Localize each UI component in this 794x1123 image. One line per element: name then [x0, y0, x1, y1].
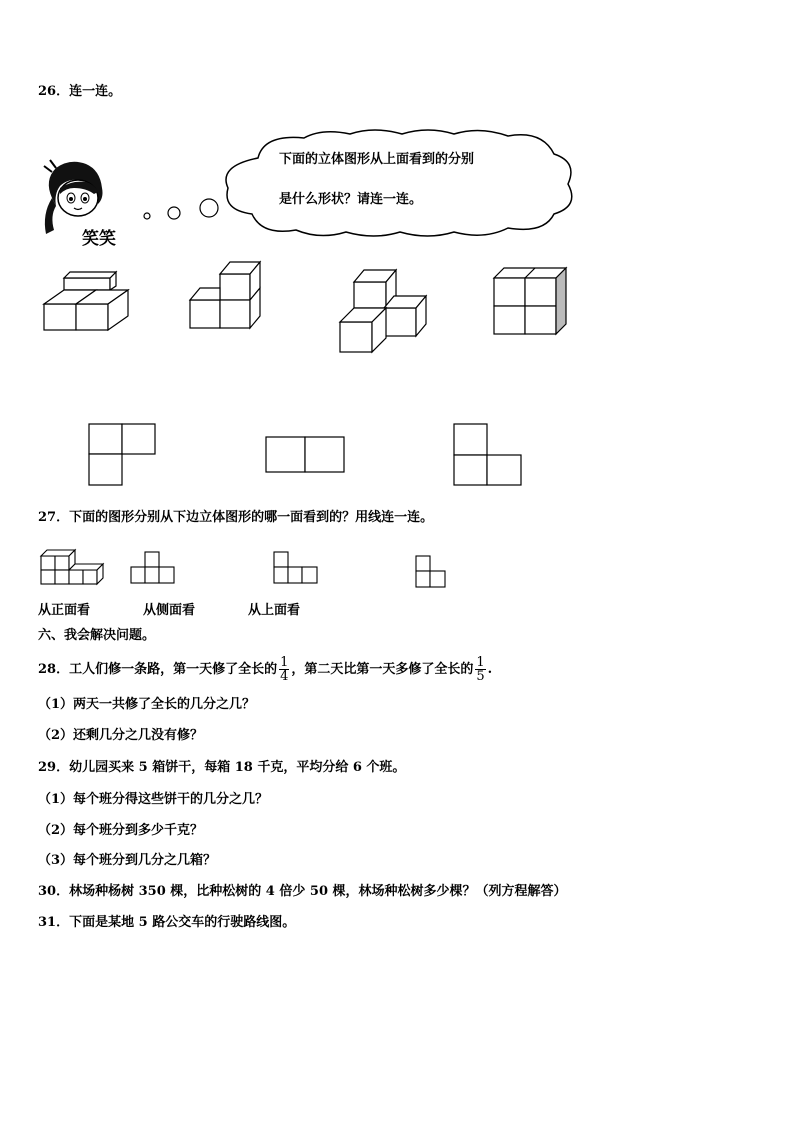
- q29-title: 29．幼儿园买来 5 箱饼干，每箱 18 千克，平均分给 6 个班。: [38, 760, 406, 775]
- q27-label-front: 从正面看: [38, 603, 91, 618]
- q27-title: 27．下面的图形分别从下边立体图形的哪一面看到的？用线连一连。: [38, 510, 434, 525]
- thought-bubbles: [140, 195, 220, 225]
- q28-text-b: ，第二天比第一天多修了全长的: [291, 662, 474, 677]
- speech-cloud: [218, 128, 580, 240]
- top-view-option-2: [265, 436, 347, 474]
- bubble-line-2: 是什么形状？请连一连。: [279, 192, 423, 207]
- q28-sub-2: （2）还剩几分之几没有修？: [38, 728, 204, 743]
- solid-figure-2: [188, 258, 268, 333]
- top-view-option-3: [453, 423, 525, 487]
- q29-sub-1: （1）每个班分得这些饼干的几分之几？: [38, 792, 269, 807]
- cartoon-label: 笑笑: [82, 229, 116, 249]
- q28-title: [38, 655, 492, 685]
- q28-text-c: .: [487, 662, 493, 677]
- solid-figure-1: [42, 276, 127, 336]
- q27-view-b: [273, 551, 321, 585]
- q26-title: 26．连一连。: [38, 84, 122, 99]
- q29-sub-3: （3）每个班分到几分之几箱？: [38, 853, 217, 868]
- q28-fraction-1: $\frac{1}{4}$: [280, 655, 289, 684]
- q30-title: 30．林场种杨树 350 棵，比种松树的 4 倍少 50 棵，林场种松树多少棵？（列方程解答）: [38, 884, 567, 899]
- q27-view-a: [130, 551, 178, 585]
- q27-solid-figure: [40, 546, 102, 586]
- top-view-option-1: [88, 423, 158, 487]
- q28-text-a: 28．工人们修一条路，第一天修了全长的: [38, 662, 278, 677]
- q29-sub-2: （2）每个班分到多少千克？: [38, 823, 204, 838]
- section-6-title: 六、我会解决问题。: [38, 628, 156, 643]
- bubble-line-1: 下面的立体图形从上面看到的分别: [279, 152, 475, 167]
- q28-fraction-2: $\frac{1}{5}$: [476, 655, 485, 684]
- solid-figure-4: [492, 266, 572, 341]
- q28-sub-1: （1）两天一共修了全长的几分之几？: [38, 697, 256, 712]
- solid-figure-3: [338, 266, 433, 356]
- q27-label-top: 从上面看: [248, 603, 301, 618]
- q31-title: 31．下面是某地 5 路公交车的行驶路线图。: [38, 915, 296, 930]
- q27-view-c: [415, 555, 449, 589]
- q27-label-side: 从侧面看: [143, 603, 196, 618]
